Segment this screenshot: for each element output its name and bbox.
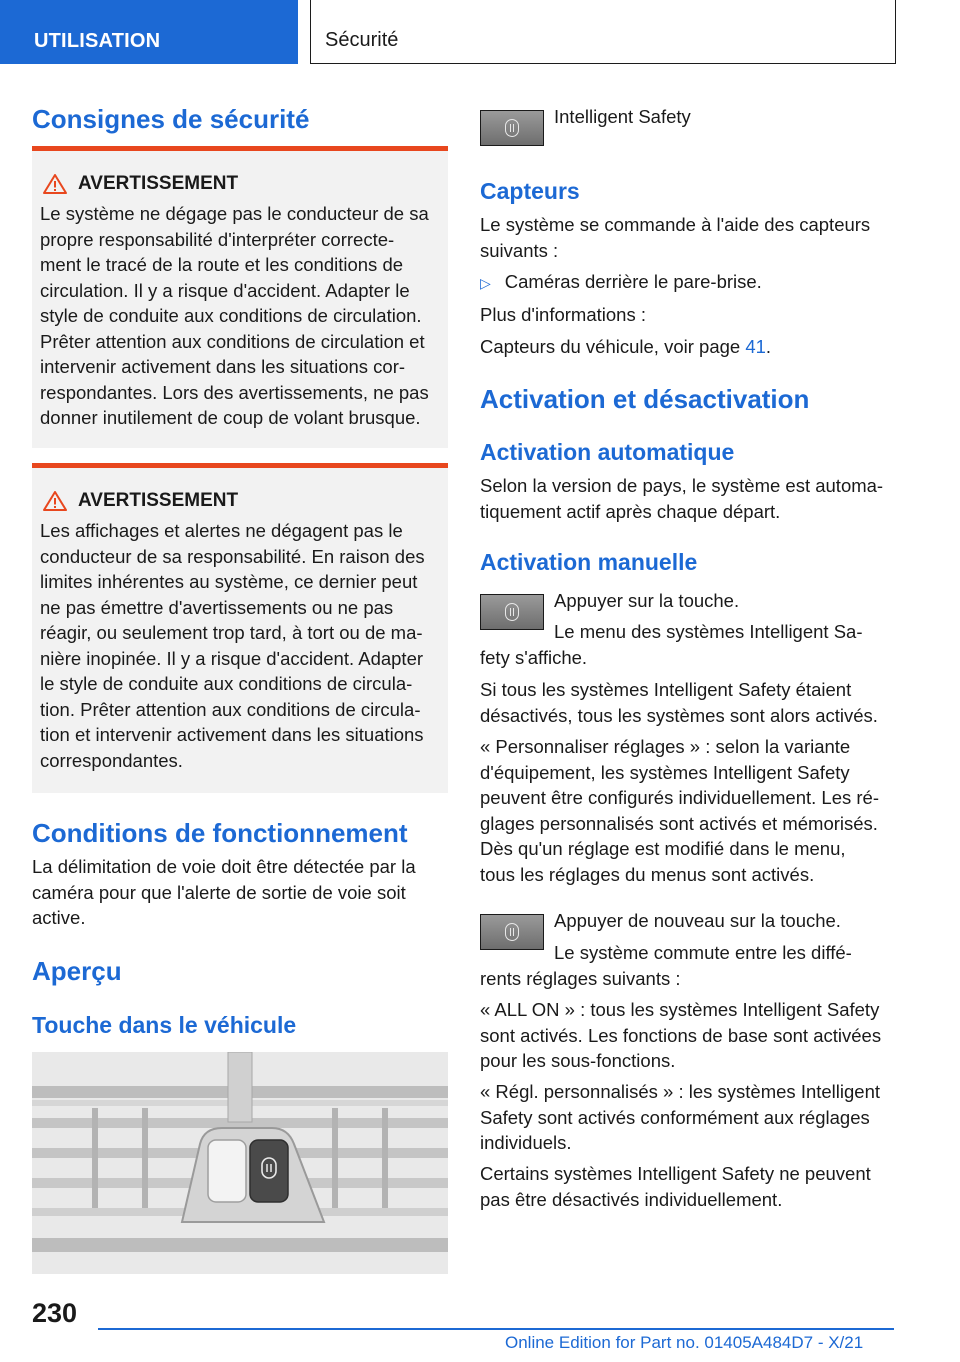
- warning-line: tion et intervenir activement dans les situations: [40, 724, 424, 745]
- intelligent-safety-button-icon: [480, 594, 544, 630]
- bullet-text: Caméras derrière le pare-brise.: [504, 271, 762, 292]
- body-line: « Régl. personnalisés » : les systèmes Intelligent: [480, 1081, 881, 1102]
- warning-title: [40, 488, 440, 514]
- title-apercu: Aperçu: [32, 956, 122, 986]
- switch-line: rents réglages suivants :: [480, 968, 681, 989]
- intelligent-safety-button-icon: [480, 110, 544, 146]
- warning-line: ment le tracé de la route et les conditions de: [40, 254, 404, 275]
- warning-line: Prêter attention aux conditions de circulation et: [40, 330, 425, 352]
- warning-line: limites inhérentes au système, ce dernier peut: [40, 571, 418, 592]
- warning-line: tion. Prêter attention aux conditions de circula-: [40, 698, 421, 720]
- title-capteurs: Capteurs: [480, 178, 580, 204]
- warning-title-text: AVERTISSEMENT: [78, 173, 239, 194]
- press-instruction: Appuyer sur la touche.: [554, 590, 740, 611]
- body-line: désactivés, tous les systèmes sont alors activés.: [480, 704, 878, 726]
- title-conditions: Conditions de fonctionnement: [32, 818, 408, 848]
- menu-line: Le menu des systèmes Intelligent Sa-: [554, 621, 863, 642]
- header-section-tab: UTILISATION: [0, 0, 298, 64]
- warning-line: Les affichages et alertes ne dégagent pas le: [40, 520, 403, 541]
- button-caption: Intelligent Safety: [554, 106, 691, 127]
- intelligent-safety-button-icon: [480, 914, 544, 950]
- body-line: « Personnaliser réglages » : selon la variante: [480, 736, 851, 757]
- body-line: Selon la version de pays, le système est automa-: [480, 475, 884, 496]
- vehicle-button-photo: [32, 1052, 448, 1274]
- body-line: Certains systèmes Intelligent Safety ne peuvent: [480, 1163, 871, 1184]
- reference-text: Capteurs du véhicule, voir page: [480, 336, 746, 357]
- warning-line: style de conduite aux conditions de circulation.: [40, 305, 422, 326]
- body-line: Le système se commande à l'aide des capteurs: [480, 214, 871, 235]
- bullet-triangle-icon: ▷: [480, 275, 491, 291]
- auto-paragraph: [480, 473, 896, 524]
- subtitle-manuelle: Activation manuelle: [480, 549, 698, 575]
- warning-line: correspondantes.: [40, 749, 183, 771]
- warning-line: donner inutilement de coup de volant brusque.: [40, 407, 421, 428]
- body-line: pour les sous-fonctions.: [480, 1050, 676, 1071]
- body-line: « ALL ON » : tous les systèmes Intelligent Safety: [480, 999, 880, 1020]
- paragraph-regl: [480, 1079, 896, 1156]
- vehicle-console-illustration: [32, 1052, 448, 1274]
- page-number: 230: [32, 1298, 78, 1328]
- press-again-instruction: Appuyer de nouveau sur la touche.: [554, 910, 841, 931]
- menu-line: fety s'affiche.: [480, 647, 588, 668]
- body-line: pas être désactivés individuellement.: [480, 1188, 783, 1210]
- subtitle-touche: Touche dans le véhicule: [32, 1012, 297, 1038]
- footer-divider: [98, 1328, 894, 1330]
- warning-line: respondantes. Lors des avertissements, ne pas: [40, 381, 429, 403]
- paragraph-certains: [480, 1161, 896, 1212]
- title-consignes: Consignes de sécurité: [32, 104, 310, 134]
- bullet-item: [480, 269, 762, 297]
- body-line: suivants :: [480, 239, 559, 261]
- body-line: Safety sont activés conformément aux réglages: [480, 1106, 870, 1128]
- switch-line: Le système commute entre les diffé-: [554, 942, 852, 963]
- warning-line: propre responsabilité d'interpréter correcte-: [40, 228, 395, 250]
- warning-triangle-icon: [42, 173, 68, 195]
- body-line: Dès qu'un réglage est modifié dans le menu,: [480, 838, 846, 859]
- capteurs-reference: Capteurs du véhicule, voir page 41.: [480, 336, 772, 357]
- warning-line: Le système ne dégage pas le conducteur de sa: [40, 203, 429, 224]
- body-line: individuels.: [480, 1132, 572, 1153]
- body-line: glages personnalisés sont activés et mémorisés.: [480, 812, 878, 834]
- title-activation: Activation et désactivation: [480, 384, 810, 414]
- capteurs-paragraph: [480, 212, 896, 263]
- warning-title: [40, 171, 440, 197]
- warning-line: conducteur de sa responsabilité. En raison des: [40, 545, 425, 567]
- body-line: tous les réglages du menus sont activés.: [480, 863, 815, 885]
- body-line: d'équipement, les systèmes Intelligent Safety: [480, 761, 850, 783]
- warning-line: circulation. Il y a risque d'accident. Adapter le: [40, 279, 410, 301]
- page-link-41[interactable]: 41: [745, 336, 766, 357]
- body-line: active.: [32, 907, 86, 928]
- footer-edition: Online Edition for Part no. 01405A484D7 - X/21: [505, 1333, 864, 1352]
- header-topic: Sécurité: [310, 0, 896, 64]
- paragraph-personnaliser: [480, 734, 896, 887]
- body-line: tiquement actif après chaque départ.: [480, 500, 781, 522]
- body-line: Si tous les systèmes Intelligent Safety étaient: [480, 679, 852, 700]
- warning-line: intervenir activement dans les situations cor-: [40, 356, 406, 377]
- body-line: sont activés. Les fonctions de base sont activées: [480, 1024, 882, 1046]
- warning-box-1: [32, 146, 448, 448]
- warning-box-2: [32, 463, 448, 793]
- body-line: caméra pour que l'alerte de sortie de voie soit: [32, 881, 406, 903]
- paragraph-all-on: [480, 997, 896, 1074]
- subtitle-auto: Activation automatique: [480, 439, 735, 465]
- warning-line: réagir, ou seulement trop tard, à tort ou de ma-: [40, 622, 423, 643]
- more-info-label: Plus d'informations :: [480, 304, 646, 325]
- warning-line: nière inopinée. Il y a risque d'accident. Adapter: [40, 647, 424, 669]
- warning-line: le style de conduite aux conditions de circula-: [40, 673, 413, 694]
- warning-title-text: AVERTISSEMENT: [78, 490, 239, 511]
- paragraph-si: [480, 677, 896, 728]
- conditions-paragraph: [32, 854, 448, 931]
- warning-triangle-icon: [42, 490, 68, 512]
- body-line: La délimitation de voie doit être détectée par la: [32, 856, 416, 877]
- warning-line: ne pas émettre d'avertissements ou ne pas: [40, 596, 394, 618]
- body-line: peuvent être configurés individuellement. Les ré-: [480, 787, 880, 808]
